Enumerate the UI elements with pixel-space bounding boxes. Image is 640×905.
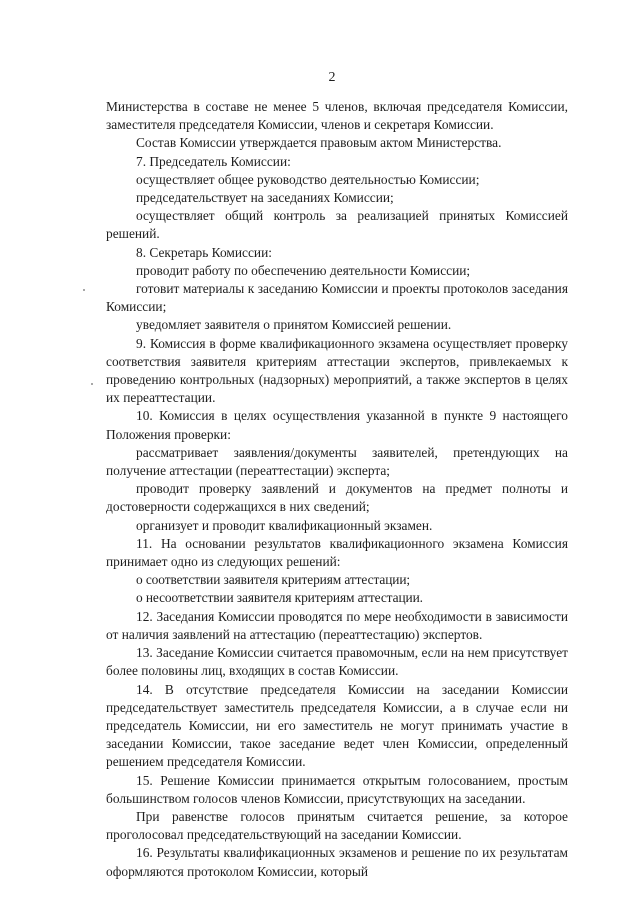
paragraph-10-item: рассматривает заявления/документы заявителей, претендующих на получение аттестации (переаттестации) эксперта; — [106, 444, 568, 479]
paragraph-11-heading: 11. На основании результатов квалификационного экзамена Комиссия принимает одно из следующих решений: — [106, 535, 568, 570]
paragraph-15: 15. Решение Комиссии принимается открытым голосованием, простым большинством голосов членов Комиссии, присутствующих на заседании. — [106, 772, 568, 806]
paragraph-8-item: готовит материалы к заседанию Комиссии и проекты протоколов заседания Комиссии; — [106, 281, 568, 315]
scan-speck — [91, 383, 93, 385]
paragraph-7-item: осуществляет общий контроль за реализацией принятых Комиссией решений. — [106, 208, 568, 242]
paragraph-8-item: проводит работу по обеспечению деятельности Комиссии; — [136, 262, 471, 278]
paragraph-tie-vote: При равенстве голосов принятым считается решение, за которое проголосовал председательствующий на заседании Комиссии. — [106, 808, 568, 843]
paragraph-7-heading: 7. Председатель Комиссии: — [136, 153, 291, 169]
paragraph-13: 13. Заседание Комиссии считается правомочным, если на нем присутствует более половины лиц, входящих в состав Комиссии. — [106, 645, 568, 679]
paragraph-7-item: осуществляет общее руководство деятельностью Комиссии; — [136, 171, 480, 187]
scan-speck — [83, 289, 85, 291]
paragraph-8-item: уведомляет заявителя о принятом Комиссией решении. — [136, 317, 452, 333]
paragraph-11-item: о несоответствии заявителя критериям аттестации. — [136, 590, 423, 606]
paragraph-10-item: проводит проверку заявлений и документов на предмет полноты и достоверности содержащихся в них сведений; — [106, 481, 568, 515]
document-body — [106, 98, 568, 881]
paragraph-9: 9. Комиссия в форме квалификационного экзамена осуществляет проверку соответствия заявителя критериям аттестации экспертов, привлекаемых к проведению контрольных (надзорных) мероприятий, а также экспертов в целях их переаттестации. — [106, 335, 568, 406]
paragraph-8-heading: 8. Секретарь Комиссии: — [136, 244, 272, 260]
paragraph-7-item: председательствует на заседаниях Комиссии; — [136, 190, 394, 206]
page-number: 2 — [328, 70, 336, 85]
paragraph-12: 12. Заседания Комиссии проводятся по мере необходимости в зависимости от наличия заявлений на аттестацию (переаттестацию) экспертов. — [106, 608, 568, 642]
paragraph-composition-approval: Состав Комиссии утверждается правовым актом Министерства. — [136, 135, 502, 151]
paragraph-11-item: о соответствии заявителя критериям аттестации; — [136, 572, 411, 588]
paragraph-10-heading: 10. Комиссия в целях осуществления указанной в пункте 9 настоящего Положения проверки: — [106, 408, 568, 442]
paragraph-14: 14. В отсутствие председателя Комиссии на заседании Комиссии председательствует заместитель председателя Комиссии, а в случае если ни председатель Комиссии, ни его заместитель не могут принимать участие в заседании Комиссии, такое заседание ведет член Комиссии, определенный решением председателя Комиссии. — [106, 681, 568, 770]
paragraph-ministry-composition: Министерства в составе не менее 5 членов, включая председателя Комиссии, заместителя председателя Комиссии, членов и секретаря Комиссии. — [106, 99, 568, 133]
paragraph-16: 16. Результаты квалификационных экзаменов и решение по их результатам оформляются протоколом Комиссии, который — [106, 845, 568, 879]
paragraph-10-item: организует и проводит квалификационный экзамен. — [136, 517, 433, 533]
